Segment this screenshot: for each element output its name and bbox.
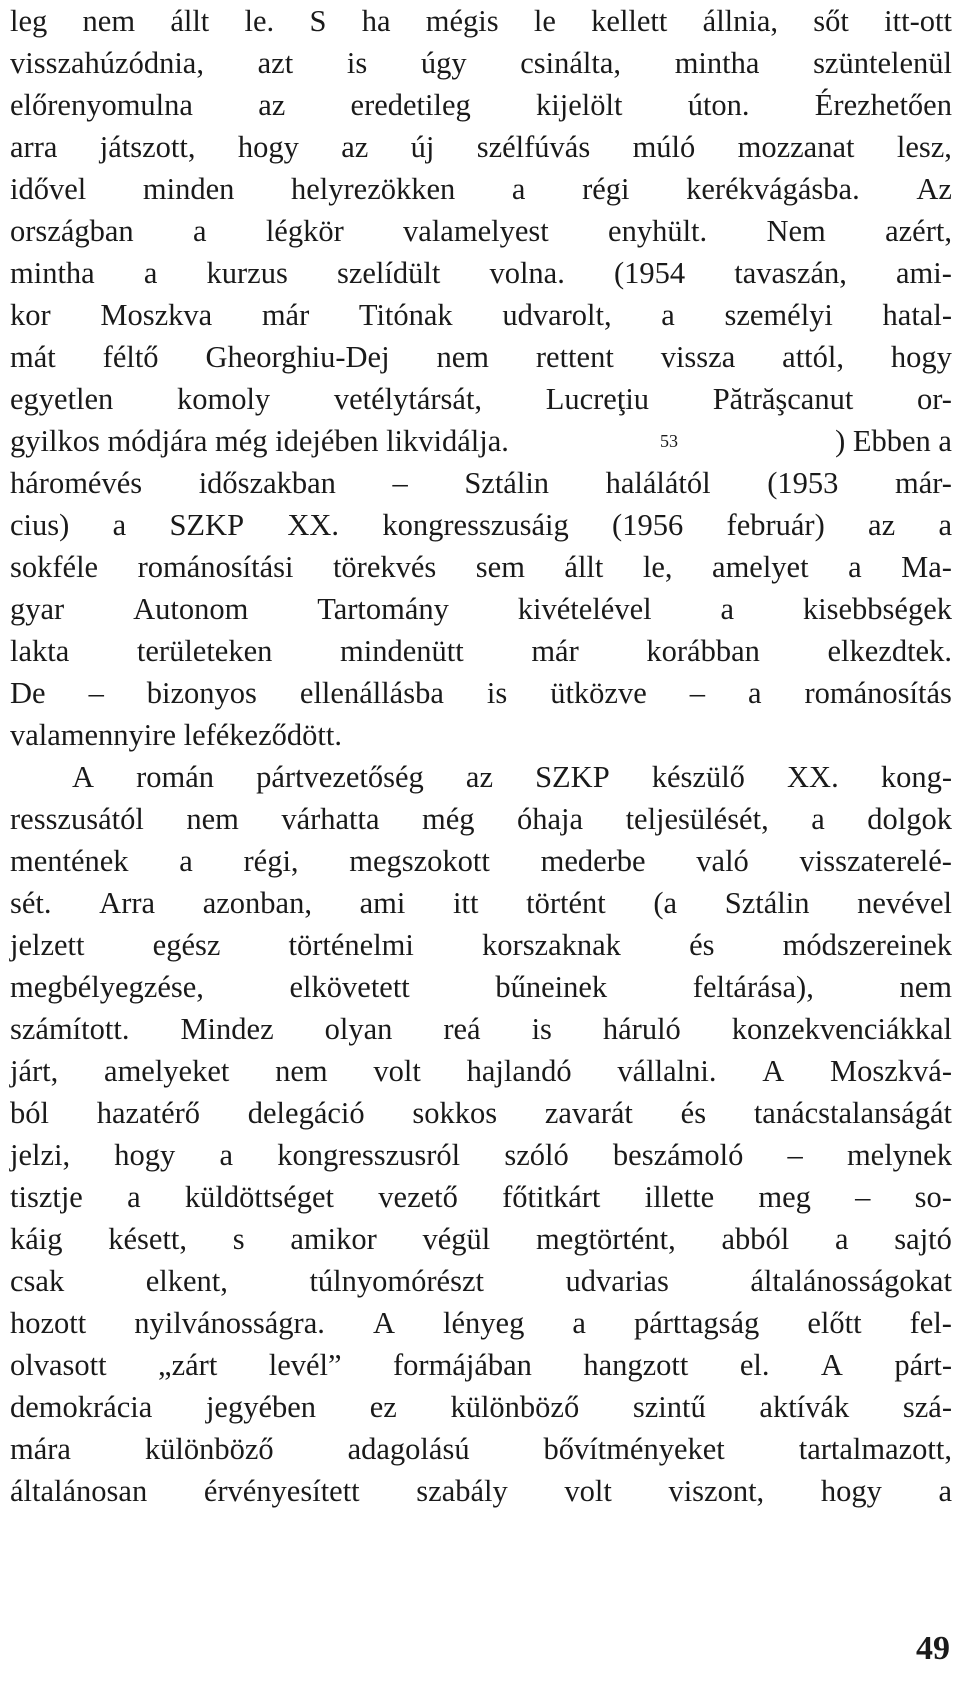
word: a bbox=[112, 508, 127, 542]
word: melynek bbox=[846, 1138, 952, 1172]
text-line bbox=[10, 1428, 952, 1470]
text-line bbox=[10, 42, 952, 84]
word: De bbox=[10, 676, 46, 710]
word: szóló bbox=[504, 1138, 569, 1172]
word: sokkos bbox=[412, 1096, 498, 1130]
text-line bbox=[10, 294, 952, 336]
line-text-after-footnote: ) Ebben a bbox=[835, 424, 952, 458]
word: párt- bbox=[894, 1348, 952, 1382]
word: előtt bbox=[807, 1306, 862, 1340]
word: reá bbox=[443, 1012, 481, 1046]
text-line bbox=[10, 1218, 952, 1260]
word: nyilvánosságra. bbox=[134, 1306, 325, 1340]
word: le bbox=[533, 4, 556, 38]
word: tisztje bbox=[10, 1180, 83, 1214]
word: a bbox=[143, 256, 158, 290]
word: múló bbox=[632, 130, 696, 164]
word: sem bbox=[475, 550, 525, 584]
word: gyar bbox=[10, 592, 65, 626]
word: A bbox=[372, 1306, 395, 1340]
word: számított. bbox=[10, 1012, 130, 1046]
word: késett, bbox=[108, 1222, 188, 1256]
word: idővel bbox=[10, 172, 87, 206]
word: tavaszán, bbox=[734, 256, 847, 290]
word: Ma- bbox=[901, 550, 952, 584]
word: túlnyomórészt bbox=[309, 1264, 484, 1298]
word: állt bbox=[564, 550, 604, 584]
word: lesz, bbox=[896, 130, 952, 164]
word: „zárt bbox=[158, 1348, 218, 1382]
word: Sztálin bbox=[464, 466, 550, 500]
word: elkezdtek. bbox=[827, 634, 952, 668]
word: káig bbox=[10, 1222, 63, 1256]
word: elkövetett bbox=[289, 970, 410, 1004]
word: nem bbox=[436, 340, 489, 374]
word: S bbox=[309, 4, 327, 38]
word: Autonom bbox=[133, 592, 249, 626]
word: nem bbox=[186, 802, 239, 836]
word: területeken bbox=[136, 634, 273, 668]
text-line bbox=[10, 504, 952, 546]
word: ütközve bbox=[550, 676, 647, 710]
word: is bbox=[346, 46, 368, 80]
word: – bbox=[689, 676, 705, 710]
word: kurzus bbox=[206, 256, 288, 290]
word: adagolású bbox=[347, 1432, 470, 1466]
line-text: gyilkos módjára még idejében likvidálja. bbox=[10, 424, 509, 458]
word: főtitkárt bbox=[502, 1180, 601, 1214]
word: zavarát bbox=[544, 1096, 633, 1130]
word: bizonyos bbox=[146, 676, 257, 710]
text-line bbox=[10, 1050, 952, 1092]
text-line bbox=[10, 1008, 952, 1050]
text-line bbox=[10, 1302, 952, 1344]
word: tanácstalanságát bbox=[753, 1096, 952, 1130]
word: jelzi, bbox=[10, 1138, 71, 1172]
word: – bbox=[392, 466, 408, 500]
word: fel- bbox=[909, 1306, 952, 1340]
word: komoly bbox=[176, 382, 271, 416]
word: országban bbox=[10, 214, 134, 248]
word: és bbox=[689, 928, 715, 962]
word: való bbox=[696, 844, 749, 878]
word: a bbox=[179, 844, 193, 878]
word: sajtó bbox=[894, 1222, 952, 1256]
word: hogy bbox=[237, 130, 299, 164]
word: mát bbox=[10, 340, 56, 374]
word: mentének bbox=[10, 844, 129, 878]
word: kijelölt bbox=[536, 88, 623, 122]
word: minden bbox=[142, 172, 235, 206]
word: hazatérő bbox=[96, 1096, 201, 1130]
word: le. bbox=[244, 4, 275, 38]
word: a bbox=[747, 676, 762, 710]
word: volt bbox=[373, 1054, 421, 1088]
word: A bbox=[762, 1054, 785, 1088]
word: levél” bbox=[268, 1348, 342, 1382]
word: a bbox=[572, 1306, 586, 1340]
word: egész bbox=[152, 928, 221, 962]
word: lényeg bbox=[443, 1306, 525, 1340]
word: visszaterelé- bbox=[799, 844, 952, 878]
word: az bbox=[868, 508, 896, 542]
word: pártvezetőség bbox=[256, 760, 424, 794]
word: mégis bbox=[425, 4, 499, 38]
word: viszont, bbox=[668, 1474, 765, 1508]
word: a bbox=[511, 172, 526, 206]
word: kivételével bbox=[517, 592, 652, 626]
line-text: valamennyire lefékeződött. bbox=[10, 718, 342, 752]
text-line bbox=[10, 378, 952, 420]
word: or- bbox=[916, 382, 952, 416]
word: várhatta bbox=[281, 802, 380, 836]
word: amelyet bbox=[712, 550, 809, 584]
word: halálától bbox=[605, 466, 711, 500]
word: vissza bbox=[660, 340, 736, 374]
word: mederbe bbox=[540, 844, 646, 878]
word: szá- bbox=[902, 1390, 952, 1424]
word: – bbox=[855, 1180, 871, 1214]
word: olyan bbox=[324, 1012, 393, 1046]
word: itt bbox=[453, 886, 479, 920]
word: Lucreţiu bbox=[545, 382, 650, 416]
word: ellenállásba bbox=[299, 676, 444, 710]
text-line bbox=[10, 1344, 952, 1386]
word: Érezhetően bbox=[814, 88, 952, 122]
word: attól, bbox=[782, 340, 844, 374]
word: Pătrăşcanut bbox=[712, 382, 854, 416]
word: helyrezökken bbox=[291, 172, 456, 206]
text-line bbox=[10, 0, 952, 42]
text-line-paragraph-end bbox=[10, 714, 952, 756]
body-text bbox=[10, 0, 952, 1512]
word: szelídült bbox=[336, 256, 441, 290]
word: törekvés bbox=[332, 550, 437, 584]
word: delegáció bbox=[247, 1096, 365, 1130]
word: hajlandó bbox=[466, 1054, 572, 1088]
word: megszokott bbox=[349, 844, 490, 878]
text-line-footnote: gyilkos módjára még idejében likvidálja. $^{53}$ ) Ebben a bbox=[10, 420, 952, 462]
word: kongresszusáig bbox=[382, 508, 569, 542]
text-line bbox=[10, 840, 952, 882]
word: amikor bbox=[290, 1222, 377, 1256]
word: elkent, bbox=[145, 1264, 228, 1298]
word: Moszkva bbox=[100, 298, 213, 332]
word: állt bbox=[170, 4, 210, 38]
word: már bbox=[531, 634, 579, 668]
word: az bbox=[465, 760, 493, 794]
word: a bbox=[661, 298, 675, 332]
word: kong- bbox=[880, 760, 952, 794]
word: itt-ott bbox=[884, 4, 952, 38]
word: abból bbox=[721, 1222, 790, 1256]
text-line bbox=[10, 630, 952, 672]
word: régi, bbox=[243, 844, 299, 878]
word: beszámoló bbox=[612, 1138, 744, 1172]
word: hogy bbox=[114, 1138, 176, 1172]
word: Mindez bbox=[180, 1012, 274, 1046]
word: mozzanat bbox=[737, 130, 855, 164]
word: új bbox=[410, 130, 435, 164]
word: féltő bbox=[102, 340, 159, 374]
word: már bbox=[261, 298, 310, 332]
word: Nem bbox=[766, 214, 826, 248]
word: a bbox=[848, 550, 862, 584]
word: megbélyegzése, bbox=[10, 970, 204, 1004]
word: – bbox=[88, 676, 104, 710]
word: kerékvágásba. bbox=[686, 172, 860, 206]
word: történt bbox=[526, 886, 606, 920]
text-line bbox=[10, 672, 952, 714]
word: kellett bbox=[591, 4, 668, 38]
word: már- bbox=[894, 466, 952, 500]
word: általánosan bbox=[10, 1474, 148, 1508]
text-line bbox=[10, 1470, 952, 1512]
text-line bbox=[10, 168, 952, 210]
word: Tartomány bbox=[317, 592, 449, 626]
word: megtörtént, bbox=[536, 1222, 676, 1256]
word: A bbox=[72, 760, 95, 794]
word: dolgok bbox=[867, 802, 952, 836]
word: érvényesített bbox=[203, 1474, 360, 1508]
word: formájában bbox=[393, 1348, 532, 1382]
word: XX. bbox=[287, 508, 340, 542]
word: román bbox=[136, 760, 215, 794]
word: (1954 bbox=[613, 256, 686, 290]
word: arra bbox=[10, 130, 58, 164]
text-line bbox=[10, 1260, 952, 1302]
word: románosítás bbox=[804, 676, 952, 710]
text-line bbox=[10, 1092, 952, 1134]
word: azt bbox=[257, 46, 294, 80]
word: csak bbox=[10, 1264, 65, 1298]
word: korszaknak bbox=[482, 928, 621, 962]
text-line bbox=[10, 924, 952, 966]
word: jelzett bbox=[10, 928, 85, 962]
word: teljesülését, bbox=[625, 802, 769, 836]
word: le, bbox=[642, 550, 673, 584]
word: tartalmazott, bbox=[798, 1432, 952, 1466]
word: egyetlen bbox=[10, 382, 114, 416]
word: időszakban bbox=[198, 466, 336, 500]
word: cius) bbox=[10, 508, 70, 542]
word: is bbox=[531, 1012, 552, 1046]
word: azonban, bbox=[202, 886, 312, 920]
word: enyhült. bbox=[608, 214, 708, 248]
word: a bbox=[938, 1474, 952, 1508]
word: SZKP bbox=[169, 508, 245, 542]
word: hogy bbox=[890, 340, 952, 374]
word: előrenyomulna bbox=[10, 88, 193, 122]
word: az bbox=[258, 88, 286, 122]
word: is bbox=[486, 676, 508, 710]
word: hogy bbox=[820, 1474, 882, 1508]
word: sőt bbox=[813, 4, 849, 38]
word: sét. bbox=[10, 886, 52, 920]
word: február) bbox=[726, 508, 825, 542]
word: s bbox=[232, 1222, 245, 1256]
word: módszereinek bbox=[782, 928, 952, 962]
word: vetélytársát, bbox=[333, 382, 483, 416]
word: a bbox=[127, 1180, 141, 1214]
word: kor bbox=[10, 298, 51, 332]
word: személyi bbox=[724, 298, 833, 332]
word: leg bbox=[10, 4, 48, 38]
word: Az bbox=[916, 172, 952, 206]
text-line bbox=[10, 462, 952, 504]
word: különböző bbox=[144, 1432, 274, 1466]
word: még bbox=[422, 802, 475, 836]
word: (a bbox=[653, 886, 678, 920]
word: szintű bbox=[632, 1390, 706, 1424]
text-line bbox=[10, 1134, 952, 1176]
word: XX. bbox=[787, 760, 839, 794]
word: Sztálin bbox=[724, 886, 810, 920]
word: so- bbox=[914, 1180, 952, 1214]
word: vállalni. bbox=[617, 1054, 717, 1088]
word: úgy bbox=[420, 46, 467, 80]
word: nem bbox=[82, 4, 136, 38]
word: illette bbox=[644, 1180, 715, 1214]
word: el. bbox=[739, 1348, 770, 1382]
word: aktívák bbox=[759, 1390, 850, 1424]
word: történelmi bbox=[288, 928, 414, 962]
word: szüntelenül bbox=[813, 46, 952, 80]
word: és bbox=[680, 1096, 707, 1130]
word: nevével bbox=[857, 886, 952, 920]
word: óhaja bbox=[517, 802, 584, 836]
word: jegyében bbox=[205, 1390, 317, 1424]
word: régi bbox=[582, 172, 630, 206]
word: kisebbségek bbox=[802, 592, 952, 626]
word: azért, bbox=[885, 214, 952, 248]
word: SZKP bbox=[535, 760, 610, 794]
word: nem bbox=[899, 970, 952, 1004]
text-line bbox=[10, 84, 952, 126]
word: amelyeket bbox=[104, 1054, 230, 1088]
word: háruló bbox=[602, 1012, 681, 1046]
word: románosítási bbox=[137, 550, 294, 584]
word: mindenütt bbox=[340, 634, 464, 668]
word: bővítményeket bbox=[543, 1432, 725, 1466]
word: hozott bbox=[10, 1306, 87, 1340]
word: a bbox=[835, 1222, 849, 1256]
word: Gheorghiu-Dej bbox=[205, 340, 390, 374]
word: lakta bbox=[10, 634, 70, 668]
text-line bbox=[10, 126, 952, 168]
word: volt bbox=[564, 1474, 612, 1508]
word: az bbox=[341, 130, 369, 164]
word: a bbox=[192, 214, 207, 248]
text-line bbox=[10, 882, 952, 924]
word: háromévés bbox=[10, 466, 143, 500]
word: különböző bbox=[450, 1390, 580, 1424]
word: korábban bbox=[646, 634, 760, 668]
word: (1953 bbox=[767, 466, 839, 500]
word: járt, bbox=[10, 1054, 59, 1088]
word: mintha bbox=[674, 46, 760, 80]
word: szabály bbox=[416, 1474, 508, 1508]
word: úton. bbox=[687, 88, 750, 122]
word: vezető bbox=[378, 1180, 458, 1214]
word: Arra bbox=[99, 886, 156, 920]
word: udvarias bbox=[565, 1264, 669, 1298]
word: állnia, bbox=[702, 4, 779, 38]
word: Titónak bbox=[358, 298, 453, 332]
text-line bbox=[10, 966, 952, 1008]
word: a bbox=[720, 592, 735, 626]
word: szélfúvás bbox=[476, 130, 591, 164]
word: a bbox=[219, 1138, 234, 1172]
page-number: 49 bbox=[916, 1630, 950, 1667]
text-line bbox=[10, 210, 952, 252]
word: bűneinek bbox=[495, 970, 608, 1004]
word: játszott, bbox=[99, 130, 196, 164]
word: csinálta, bbox=[520, 46, 622, 80]
word: resszusától bbox=[10, 802, 144, 836]
word: olvasott bbox=[10, 1348, 107, 1382]
word: – bbox=[787, 1138, 803, 1172]
word: általánosságokat bbox=[750, 1264, 952, 1298]
word: (1956 bbox=[612, 508, 684, 542]
word: eredetileg bbox=[350, 88, 471, 122]
word: meg bbox=[758, 1180, 811, 1214]
word: rettent bbox=[535, 340, 614, 374]
text-line bbox=[10, 1386, 952, 1428]
text-line-paragraph-start bbox=[10, 756, 952, 798]
word: a bbox=[938, 508, 952, 542]
word: volna. bbox=[489, 256, 565, 290]
text-line bbox=[10, 546, 952, 588]
word: ha bbox=[361, 4, 391, 38]
word: valamelyest bbox=[403, 214, 549, 248]
word: demokrácia bbox=[10, 1390, 153, 1424]
word: kongresszusról bbox=[277, 1138, 461, 1172]
word: A bbox=[820, 1348, 843, 1382]
word: feltárása), bbox=[692, 970, 814, 1004]
word: végül bbox=[422, 1222, 491, 1256]
word: Moszkvá- bbox=[830, 1054, 952, 1088]
word: készülő bbox=[651, 760, 745, 794]
text-line bbox=[10, 798, 952, 840]
text-line bbox=[10, 252, 952, 294]
word: udvarolt, bbox=[502, 298, 612, 332]
word: a bbox=[811, 802, 825, 836]
word: ez bbox=[369, 1390, 397, 1424]
word: sokféle bbox=[10, 550, 99, 584]
word: hatal- bbox=[882, 298, 952, 332]
text-line bbox=[10, 336, 952, 378]
word: mintha bbox=[10, 256, 95, 290]
word: légkör bbox=[265, 214, 344, 248]
word: konzekvenciákkal bbox=[731, 1012, 952, 1046]
word: küldöttséget bbox=[184, 1180, 335, 1214]
word: ami bbox=[359, 886, 406, 920]
word: ami- bbox=[896, 256, 952, 290]
word: ból bbox=[10, 1096, 49, 1130]
word: párttagság bbox=[633, 1306, 760, 1340]
word: nem bbox=[275, 1054, 328, 1088]
text-line bbox=[10, 1176, 952, 1218]
text-line bbox=[10, 588, 952, 630]
word: visszahúzódnia, bbox=[10, 46, 204, 80]
word: hangzott bbox=[583, 1348, 689, 1382]
word: mára bbox=[10, 1432, 71, 1466]
